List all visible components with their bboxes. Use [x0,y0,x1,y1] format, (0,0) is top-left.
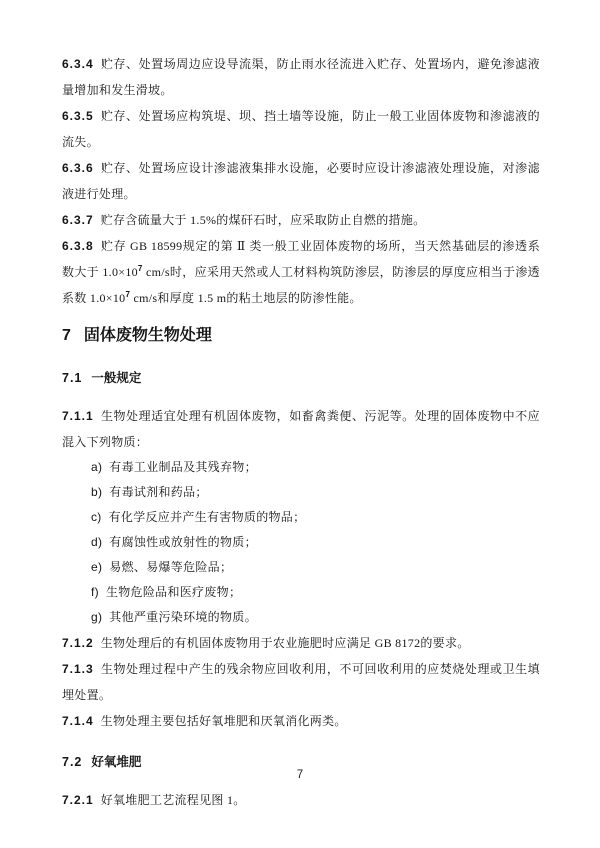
clause-text: 好氧堆肥工艺流程见图 1。 [100,793,246,807]
clause-text: cm/s时，应采用天然或人工材料构筑防渗层，防渗层的厚度应相当于渗透系数 1.0×10 [62,265,540,305]
list-item-text: 有腐蚀性或放射性的物质； [109,535,257,549]
clause-number: 7.1.1 [62,409,94,423]
subsection-title: 好氧堆肥 [91,755,142,769]
clause-number: 7.1.3 [62,662,94,676]
clause-7-1-3 [62,656,540,708]
subsection-heading-7-1 [62,365,540,391]
clause-text: 贮存、处置场应设计渗滤液集排水设施，必要时应设计渗滤液处理设施，对渗滤液进行处理。 [62,161,540,201]
list-item-label: f) [91,585,99,599]
superscript-exponent: 7 [137,264,143,273]
list-item [91,555,540,580]
list-item-text: 其他严重污染环境的物质。 [109,610,257,624]
list-item-label: d) [91,535,103,549]
subsection-number: 7.2 [62,755,83,769]
prohibited-substances-list [62,455,540,630]
clause-7-1-1 [62,403,540,455]
list-item-label: a) [91,460,103,474]
clause-text: 生物处理主要包括好氧堆肥和厌氧消化两类。 [100,714,347,728]
clause-text: 生物处理过程中产生的残余物应回收利用，不可回收利用的应焚烧处理或卫生填埋处置。 [62,662,540,702]
clause-text: 贮存、处置场应构筑堤、坝、挡土墙等设施，防止一般工业固体废物和渗滤液的流失。 [62,109,540,149]
clause-number: 6.3.8 [62,239,94,253]
subsection-number: 7.1 [62,371,83,385]
list-item [91,480,540,505]
clause-text: 生物处理适宜处理有机固体废物，如畜禽粪便、污泥等。处理的固体废物中不应混入下列物质： [62,409,540,449]
clause-6-3-5 [62,103,540,155]
list-item-text: 生物危险品和医疗废物； [105,585,242,599]
list-item-label: b) [91,485,103,499]
list-item [91,455,540,480]
clause-6-3-8 [62,233,540,311]
clause-number: 6.3.5 [62,109,94,123]
clause-text: 贮存、处置场周边应设导流渠，防止雨水径流进入贮存、处置场内，避免渗滤液量增加和发生滑坡。 [62,57,540,97]
list-item-text: 有毒工业制品及其残弃物； [109,460,257,474]
list-item [91,505,540,530]
clause-number: 7.2.1 [62,793,94,807]
list-item-text: 易燃、易爆等危险品； [109,560,233,574]
clause-text: 贮存含硫量大于 1.5%的煤矸石时，应采取防止自燃的措施。 [100,213,426,227]
clause-7-1-2 [62,630,540,656]
clause-6-3-4 [62,51,540,103]
clause-text: 贮存 GB 18599规定的第 Ⅱ 类一般工业固体废物的场所，当天然基础层的渗透系数大于 1.0×10 [62,239,540,279]
list-item-label: e) [91,560,103,574]
clause-6-3-7 [62,207,540,233]
list-item-text: 有化学反应并产生有害物质的物品； [108,510,306,524]
clause-7-2-1 [62,787,540,813]
list-item [91,530,540,555]
section-heading-7 [62,322,540,350]
list-item-text: 有毒试剂和药品； [109,485,208,499]
superscript-exponent: 7 [125,290,131,299]
clause-number: 7.1.4 [62,714,94,728]
section-number: 7 [62,327,72,344]
clause-number: 7.1.2 [62,636,94,650]
page-number: 7 [296,769,304,781]
clause-number: 6.3.7 [62,213,94,227]
clause-7-1-4 [62,708,540,734]
list-item-label: g) [91,610,103,624]
section-title: 固体废物生物处理 [83,327,212,344]
list-item [91,580,540,605]
clause-6-3-6 [62,155,540,207]
list-item-label: c) [91,510,102,524]
clause-number: 6.3.4 [62,57,94,71]
clause-text: cm/s和厚度 1.5 m的粘土地层的防渗性能。 [130,291,362,305]
clause-text: 生物处理后的有机固体废物用于农业施肥时应满足 GB 8172的要求。 [100,636,470,650]
subsection-title: 一般规定 [91,371,142,385]
list-item [91,605,540,630]
clause-number: 6.3.6 [62,161,94,175]
